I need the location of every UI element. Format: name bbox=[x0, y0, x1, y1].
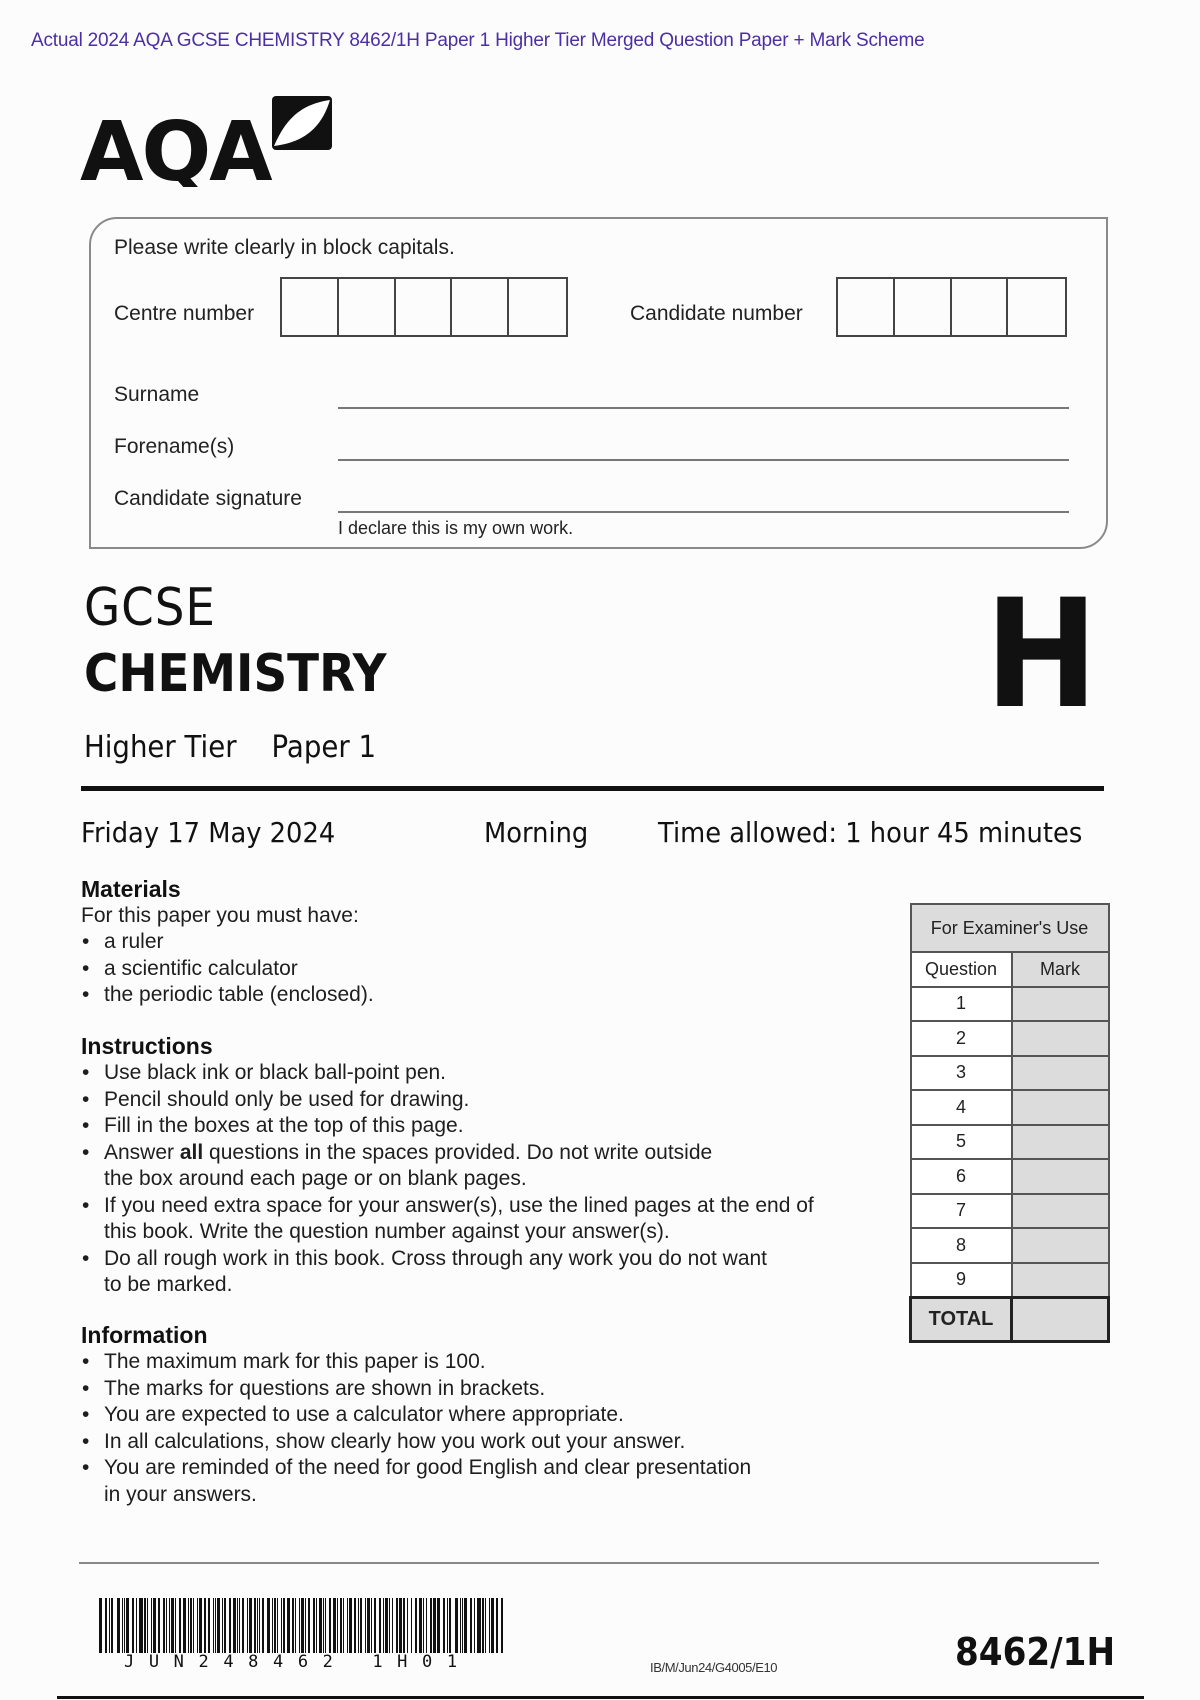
centre-number-digit-box[interactable] bbox=[339, 279, 396, 335]
total-row bbox=[911, 1297, 1109, 1341]
materials-section bbox=[81, 876, 841, 1009]
information-heading: Information bbox=[81, 1322, 208, 1348]
document-reference: IB/M/Jun24/G4005/E10 bbox=[650, 1660, 778, 1675]
information-section bbox=[81, 1322, 841, 1508]
exam-session: Morning bbox=[484, 816, 589, 849]
question-number: 8 bbox=[911, 1228, 1012, 1263]
candidate-number-label: Candidate number bbox=[630, 302, 803, 325]
question-number: 6 bbox=[911, 1159, 1012, 1194]
list-item: • You are expected to use a calculator where appropriate. bbox=[81, 1402, 841, 1429]
table-row bbox=[911, 1056, 1109, 1091]
block-capitals-instruction: Please write clearly in block capitals. bbox=[114, 236, 455, 259]
mark-cell[interactable] bbox=[1012, 1125, 1109, 1160]
question-number: 9 bbox=[911, 1263, 1012, 1298]
mark-cell[interactable] bbox=[1012, 1263, 1109, 1298]
list-item: • In all calculations, show clearly how you work out your answer. bbox=[81, 1429, 841, 1456]
document-title-banner: Actual 2024 AQA GCSE CHEMISTRY 8462/1H Paper 1 Higher Tier Merged Question Paper + Mark Scheme bbox=[31, 30, 925, 51]
list-item: • Do all rough work in this book. Cross through any work you do not want to be marked. bbox=[81, 1246, 881, 1299]
candidate-number-digit-box[interactable] bbox=[895, 279, 952, 335]
mark-cell[interactable] bbox=[1012, 1021, 1109, 1056]
surname-label: Surname bbox=[114, 383, 200, 406]
forenames-field[interactable] bbox=[338, 459, 1069, 461]
materials-list bbox=[81, 929, 841, 1009]
question-number: 5 bbox=[911, 1125, 1012, 1160]
paper-code: 8462/1H bbox=[955, 1630, 1116, 1674]
candidate-number-digit-box[interactable] bbox=[838, 279, 895, 335]
svg-text:AQA: AQA bbox=[80, 105, 271, 187]
mark-column-header: Mark bbox=[1012, 952, 1109, 987]
list-item: • If you need extra space for your answer(s), use the lined pages at the end of this book. Write the question number against your answer(s). bbox=[81, 1193, 881, 1246]
list-item: • You are reminded of the need for good English and clear presentation in your answers. bbox=[81, 1455, 841, 1508]
list-item: • The marks for questions are shown in brackets. bbox=[81, 1376, 841, 1403]
barcode-icon bbox=[99, 1598, 509, 1653]
question-number: 7 bbox=[911, 1194, 1012, 1229]
aqa-logo-icon bbox=[80, 92, 342, 187]
candidate-signature-label: Candidate signature bbox=[114, 487, 302, 510]
mark-cell[interactable] bbox=[1012, 1228, 1109, 1263]
total-mark-cell[interactable] bbox=[1012, 1297, 1109, 1341]
centre-number-digit-box[interactable] bbox=[452, 279, 509, 335]
candidate-number-digit-box[interactable] bbox=[1008, 279, 1065, 335]
qualification-title: GCSE bbox=[84, 578, 216, 638]
list-item: • a ruler bbox=[81, 929, 841, 956]
table-row bbox=[911, 1263, 1109, 1298]
instructions-heading: Instructions bbox=[81, 1033, 213, 1059]
footer-divider bbox=[79, 1562, 1099, 1564]
centre-number-digit-box[interactable] bbox=[282, 279, 339, 335]
exam-date: Friday 17 May 2024 bbox=[81, 816, 336, 849]
surname-field[interactable] bbox=[338, 407, 1069, 409]
table-row bbox=[911, 1228, 1109, 1263]
instructions-list bbox=[81, 1060, 881, 1299]
question-column-header: Question bbox=[911, 952, 1012, 987]
instructions-section bbox=[81, 1033, 881, 1299]
paper-label: Paper 1 bbox=[271, 730, 377, 765]
barcode-text: JUN248462 1H01 bbox=[124, 1652, 472, 1672]
examiner-use-table bbox=[909, 903, 1110, 1343]
total-label: TOTAL bbox=[911, 1297, 1012, 1341]
materials-heading: Materials bbox=[81, 876, 181, 902]
question-number: 4 bbox=[911, 1090, 1012, 1125]
declaration-text: I declare this is my own work. bbox=[338, 518, 574, 538]
mark-cell[interactable] bbox=[1012, 1194, 1109, 1229]
subject-title: CHEMISTRY bbox=[84, 644, 387, 704]
list-item: • Answer all questions in the spaces provided. Do not write outside the box around each page or on blank pages. bbox=[81, 1140, 881, 1193]
mark-cell[interactable] bbox=[1012, 1056, 1109, 1091]
list-item: • The maximum mark for this paper is 100. bbox=[81, 1349, 841, 1376]
list-item: • the periodic table (enclosed). bbox=[81, 982, 841, 1009]
table-row bbox=[911, 1159, 1109, 1194]
question-number: 1 bbox=[911, 987, 1012, 1022]
table-row bbox=[911, 1194, 1109, 1229]
tier-paper-line bbox=[84, 730, 376, 765]
candidate-signature-field[interactable] bbox=[338, 511, 1069, 513]
information-list bbox=[81, 1349, 841, 1508]
tier-label: Higher Tier bbox=[84, 730, 237, 765]
examiner-table-title: For Examiner's Use bbox=[911, 904, 1109, 952]
tier-letter: H bbox=[985, 568, 1098, 742]
mark-cell[interactable] bbox=[1012, 1159, 1109, 1194]
title-divider bbox=[81, 786, 1104, 791]
mark-cell[interactable] bbox=[1012, 1090, 1109, 1125]
materials-intro: For this paper you must have: bbox=[81, 904, 359, 927]
mark-cell[interactable] bbox=[1012, 987, 1109, 1022]
centre-number-boxes[interactable] bbox=[280, 277, 568, 337]
forenames-label: Forename(s) bbox=[114, 435, 235, 458]
aqa-logo bbox=[80, 92, 342, 187]
table-row bbox=[911, 1021, 1109, 1056]
time-allowed: Time allowed: 1 hour 45 minutes bbox=[658, 816, 1083, 849]
page-bottom-rule bbox=[57, 1696, 1144, 1699]
centre-number-digit-box[interactable] bbox=[509, 279, 566, 335]
candidate-number-digit-box[interactable] bbox=[952, 279, 1009, 335]
table-row bbox=[911, 987, 1109, 1022]
list-item: • Pencil should only be used for drawing. bbox=[81, 1087, 881, 1114]
centre-number-digit-box[interactable] bbox=[396, 279, 453, 335]
list-item: • Use black ink or black ball-point pen. bbox=[81, 1060, 881, 1087]
list-item: • Fill in the boxes at the top of this page. bbox=[81, 1113, 881, 1140]
candidate-number-boxes[interactable] bbox=[836, 277, 1067, 337]
table-row bbox=[911, 1125, 1109, 1160]
list-item: • a scientific calculator bbox=[81, 956, 841, 983]
question-number: 2 bbox=[911, 1021, 1012, 1056]
centre-number-label: Centre number bbox=[114, 302, 255, 325]
table-row bbox=[911, 1090, 1109, 1125]
question-number: 3 bbox=[911, 1056, 1012, 1091]
